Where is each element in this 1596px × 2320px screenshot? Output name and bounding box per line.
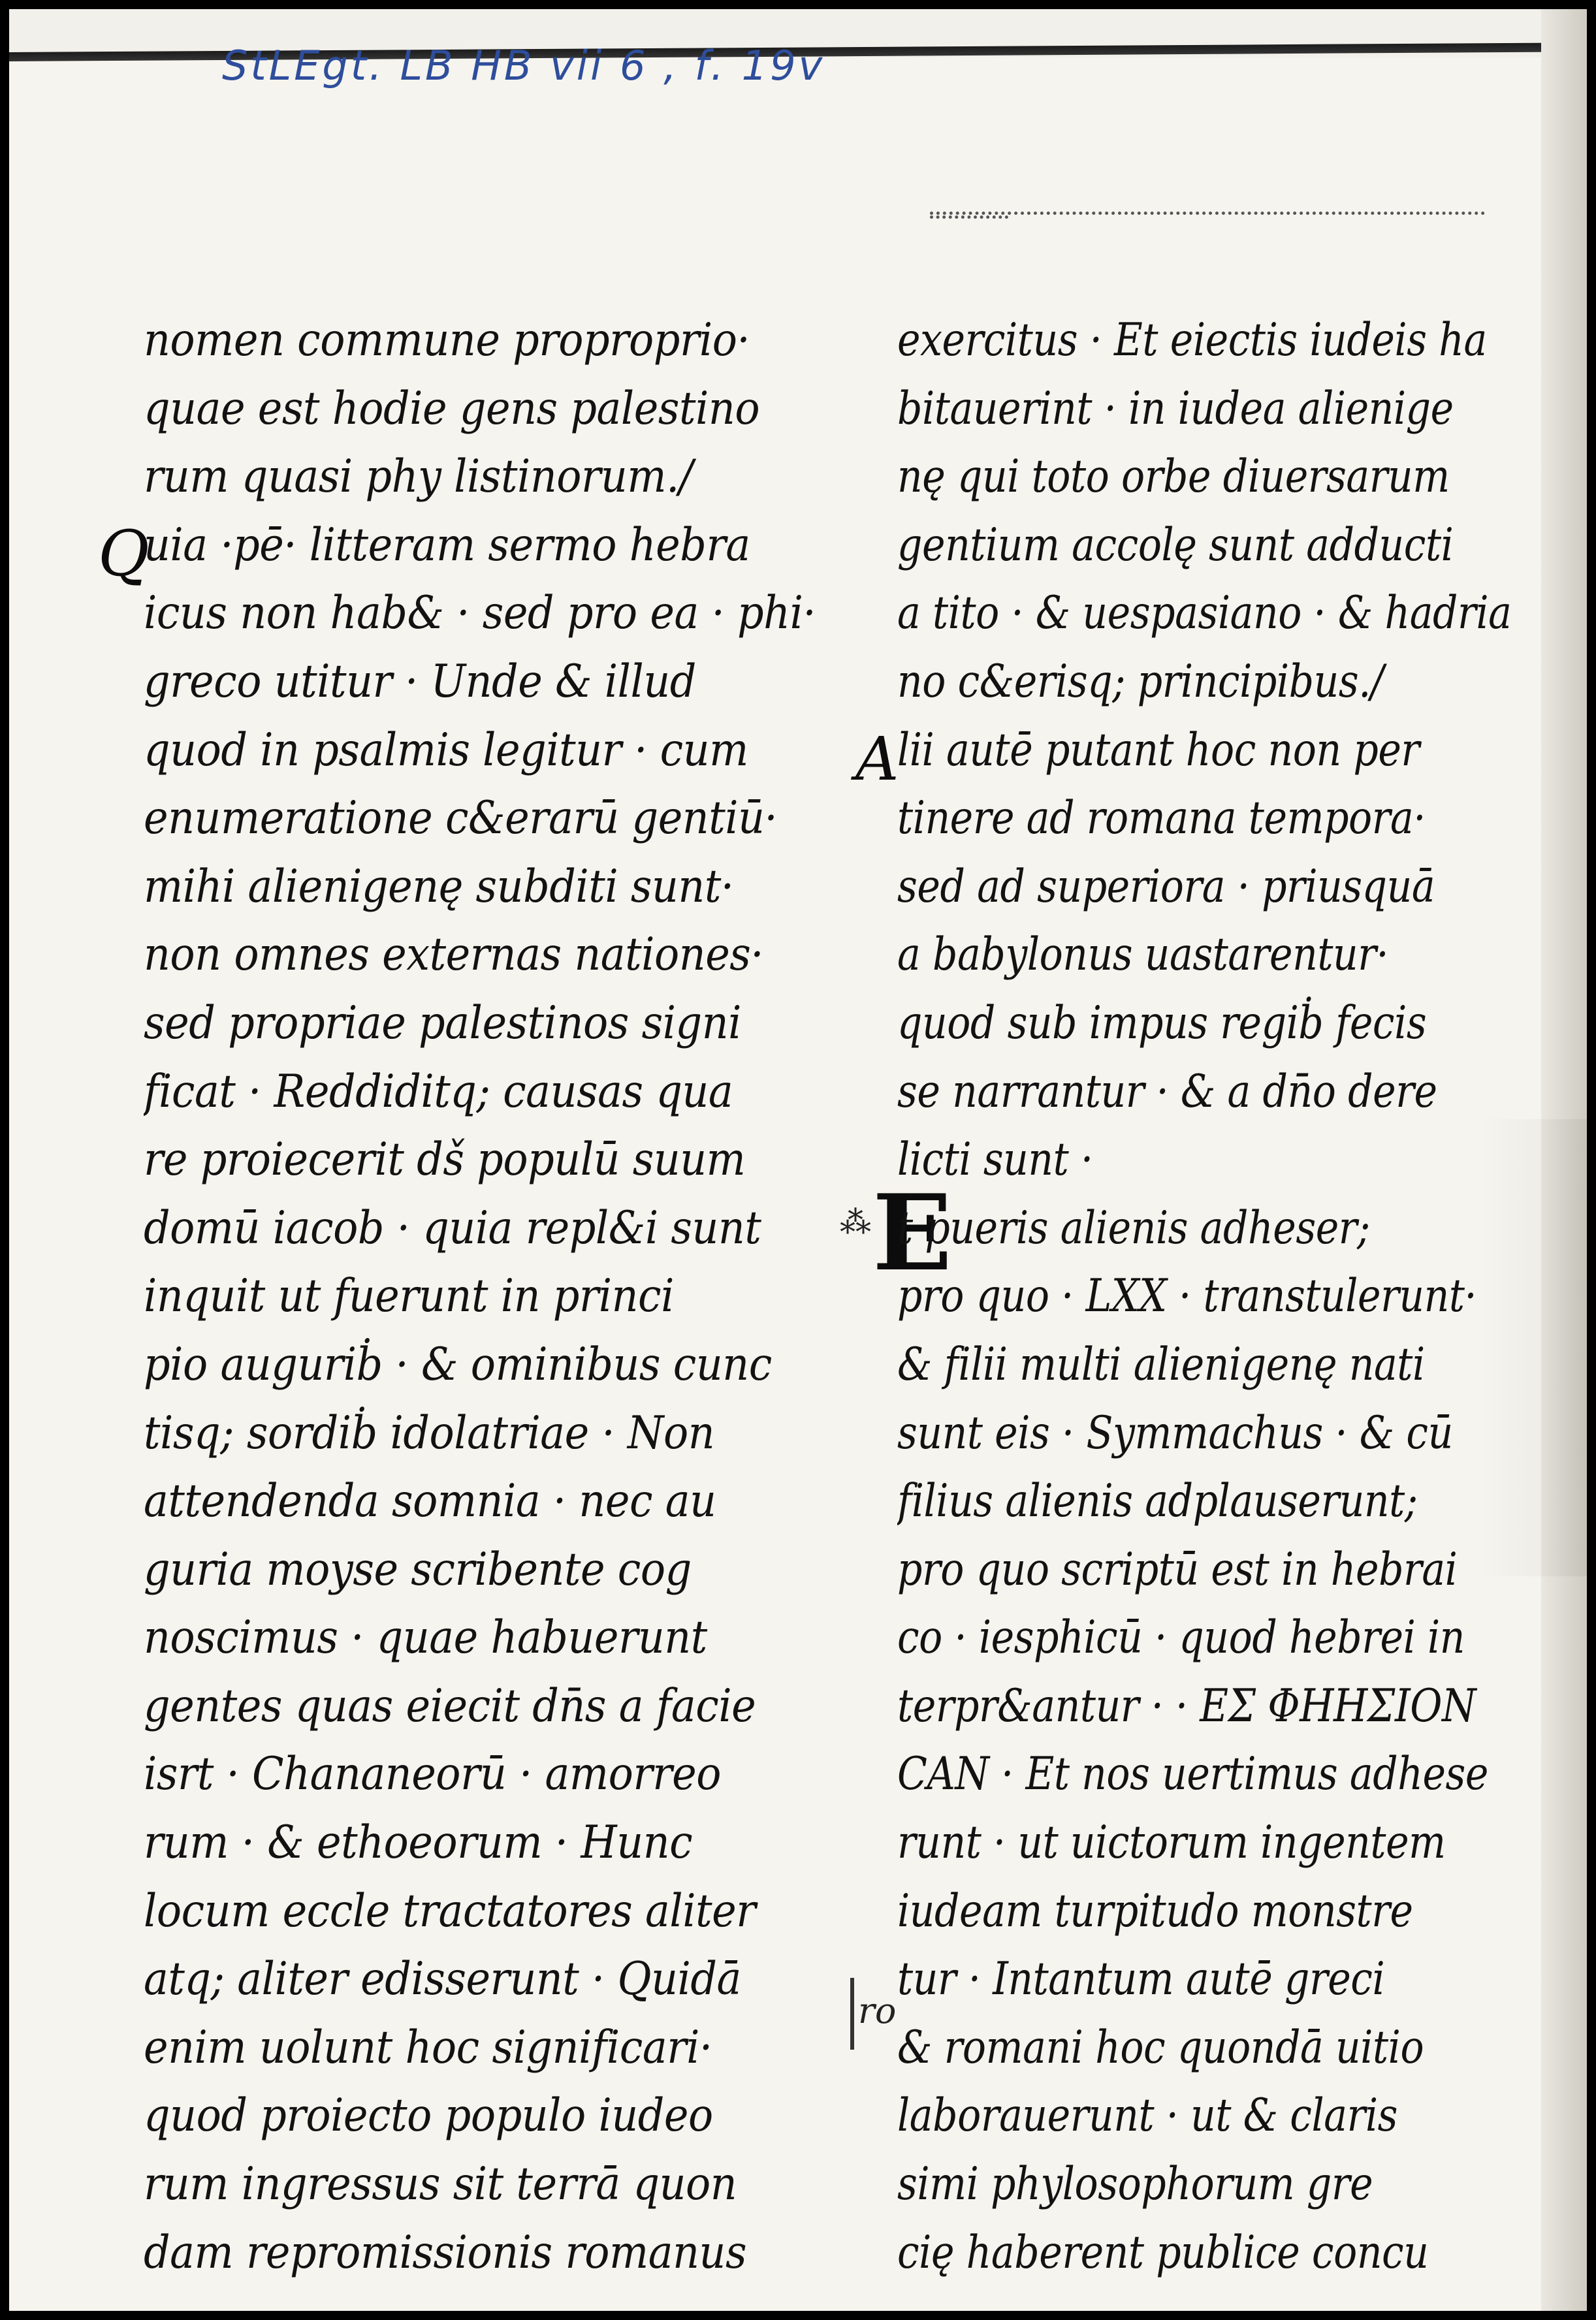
text-line: tisq; sordiḃ idolatriae · Non <box>144 1406 715 1459</box>
text-line: ficat · Reddiditq; causas qua <box>144 1065 733 1118</box>
margin-mark-ro <box>850 1978 896 2050</box>
text-line: lii autē putant hoc non per <box>897 723 1420 776</box>
text-line: non omnes externas nationes· <box>144 929 764 981</box>
text-line: cię haberent publice concu <box>897 2226 1429 2279</box>
margin-mark-star: ⁂ <box>840 1204 871 1241</box>
text-line: guria moyse scribente cog <box>144 1543 692 1596</box>
text-line: simi phylosophorum gre <box>897 2158 1373 2211</box>
text-line: pro quo · LXX · transtulerunt· <box>897 1270 1477 1323</box>
text-column-left <box>144 306 836 2287</box>
margin-ro-text: ro <box>858 1990 897 2031</box>
text-line: quod sub impus regiḃ fecis <box>897 996 1427 1049</box>
text-line: enim uolunt hoc significari· <box>144 2021 712 2074</box>
text-line: CAN · Et nos uertimus adhese <box>897 1748 1489 1801</box>
text-line: licti sunt · <box>897 1134 1093 1186</box>
text-line: quae est hodie gens palestino <box>144 382 760 435</box>
text-line: tinere ad romana tempora· <box>897 792 1426 845</box>
text-line: a babylonus uastarentur· <box>897 929 1389 981</box>
shelfmark-annotation: StLEgt. LB HB vii 6 , f. 19v <box>222 42 825 89</box>
text-line: quod proiecto populo iudeo <box>144 2090 713 2142</box>
text-line: co · iesphicū · quod hebrei in <box>897 1612 1465 1664</box>
text-line: dam repromissionis romanus <box>144 2226 747 2279</box>
text-line: pro quo scriptū est in hebrai <box>897 1543 1458 1596</box>
text-line: filius alienis adplauserunt; <box>897 1475 1418 1528</box>
text-line: iudeam turpitudo monstre <box>897 1884 1413 1937</box>
text-line: sunt eis · Symmachus · & cū <box>897 1406 1453 1459</box>
text-line: bitauerint · in iudea alienige <box>897 382 1454 435</box>
text-line: rum · & ethoeorum · Hunc <box>144 1817 693 1869</box>
text-line: sed propriae palestinos signi <box>144 996 741 1049</box>
text-line: quod in psalmis legitur · cum <box>144 723 748 776</box>
text-line: rum ingressus sit terrā quon <box>144 2158 737 2211</box>
text-line: icus non hab& · sed pro ea · phi· <box>144 587 816 640</box>
initial-q: Q <box>98 517 150 590</box>
text-line: se narrantur · & a dn̄o dere <box>897 1065 1437 1118</box>
text-line: laborauerunt · ut & claris <box>897 2090 1398 2142</box>
text-line: enumeratione c&erarū gentiū· <box>144 792 778 845</box>
text-line: terpr&antur · · ΕΣ ΦΗΗΣΙΟΝ <box>897 1679 1476 1732</box>
text-line: a tito · & uespasiano · & hadria <box>897 587 1512 640</box>
text-line: sed ad superiora · priusquā <box>897 860 1435 913</box>
text-line: nomen commune proproprio· <box>144 314 750 366</box>
manuscript-page <box>9 9 1587 2311</box>
ruling-dots <box>930 212 1485 219</box>
initial-e-decorated: E <box>872 1171 952 1294</box>
text-column-right <box>897 306 1557 2287</box>
text-line: noscimus · quae habuerunt <box>144 1612 707 1664</box>
text-line: domū iacob · quia repl&i sunt <box>144 1201 761 1254</box>
text-line: runt · ut uictorum ingentem <box>897 1817 1446 1869</box>
text-line: gentes quas eiecit dn̄s a facie <box>144 1679 756 1732</box>
margin-bar <box>850 1978 854 2050</box>
text-line: isrt · Chananeorū · amorreo <box>144 1748 722 1801</box>
text-line: & filii multi alienigenę nati <box>897 1338 1425 1391</box>
text-line: & romani hoc quondā uitio <box>897 2021 1424 2074</box>
text-line: gentium accolę sunt adducti <box>897 518 1454 571</box>
text-line: rum quasi phy listinorum./ <box>144 451 693 503</box>
text-line: t pueris alienis adheser; <box>897 1201 1370 1254</box>
text-line: nę qui toto orbe diuersarum <box>897 451 1450 503</box>
text-line: inquit ut fuerunt in princi <box>144 1270 674 1323</box>
text-line: exercitus · Et eiectis iudeis ha <box>897 314 1487 366</box>
text-line: tur · Intantum autē greci <box>897 1953 1385 2006</box>
text-line: no c&erisq; principibus./ <box>897 655 1384 708</box>
text-line: greco utitur · Unde & illud <box>144 655 696 708</box>
text-line: atq; aliter edisserunt · Quidā <box>144 1953 741 2006</box>
text-line: attendenda somnia · nec au <box>144 1475 716 1528</box>
text-line: locum eccle tractatores aliter <box>144 1884 756 1937</box>
text-line: pio auguriḃ · & ominibus cunc <box>144 1338 772 1391</box>
text-line: uia ·pē· litteram sermo hebra <box>144 518 750 571</box>
text-line: re proiecerit dš populū suum <box>144 1134 746 1186</box>
initial-a: A <box>855 724 899 794</box>
text-line: mihi alienigenę subditi sunt· <box>144 860 734 913</box>
